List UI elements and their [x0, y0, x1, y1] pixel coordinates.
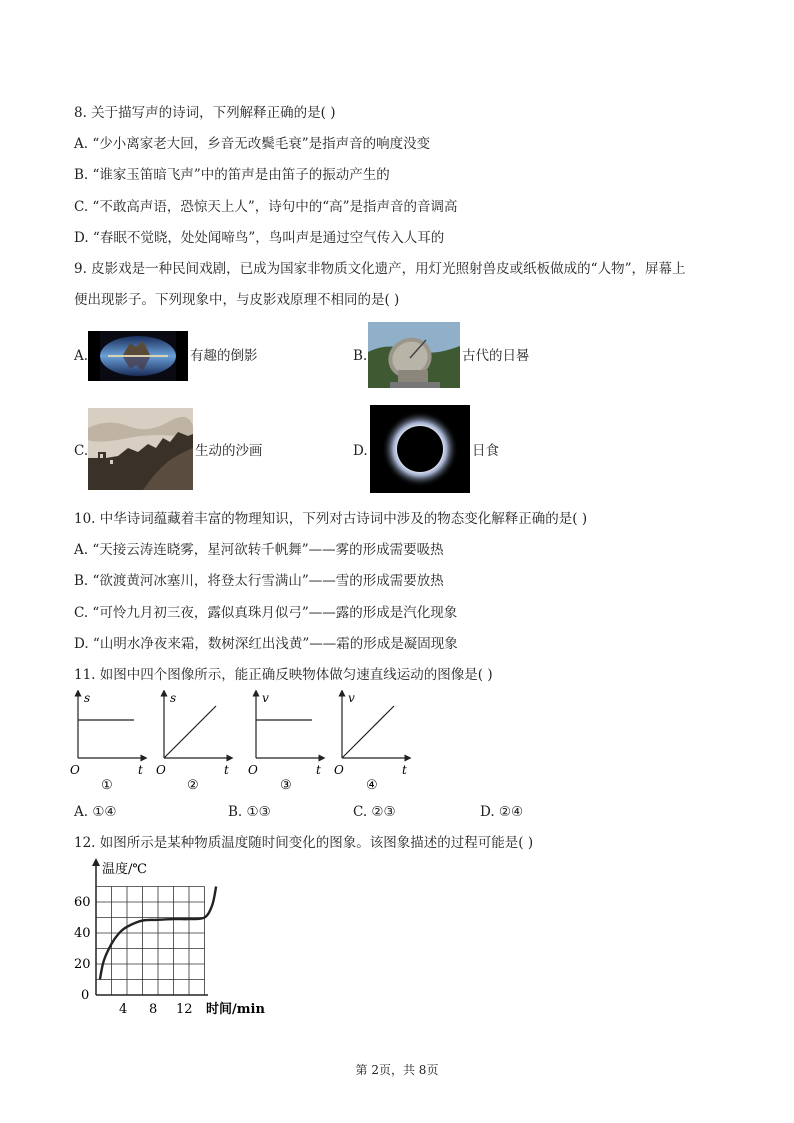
graph-2-xlabel: t — [224, 763, 229, 777]
reflection-photo — [88, 331, 188, 381]
q11-option-a: A. ①④ — [74, 804, 117, 820]
q11-option-d: D. ②④ — [480, 804, 524, 820]
graph-3-origin: O — [248, 763, 258, 777]
graph-3-xlabel: t — [316, 763, 321, 777]
q8-option-b: B. “谁家玉笛暗飞声”中的笛声是由笛子的振动产生的 — [74, 167, 390, 183]
graph-3-v-t-horizontal — [248, 691, 322, 793]
q9-option-b-caption: 古代的日晷 — [462, 348, 530, 364]
graph-1-s-t-horizontal — [70, 691, 144, 793]
q10-option-c: C. “可怜九月初三夜，露似真珠月似弓”——露的形成是汽化现象 — [74, 605, 458, 621]
q9-option-c-caption: 生动的沙画 — [195, 443, 263, 459]
graph-4-ylabel: v — [348, 691, 355, 705]
q10-option-b: B. “欲渡黄河冰塞川，将登太行雪满山”——雪的形成需要放热 — [74, 573, 444, 589]
sand-painting-photo — [88, 408, 193, 490]
q9-stem-line2: 便出现影子。下列现象中，与皮影戏原理不相同的是( ) — [74, 292, 400, 308]
graph-4-v-t-slanted — [334, 691, 408, 793]
graph-3-ylabel: v — [262, 691, 269, 705]
page-footer: 第 2页，共 8页 — [355, 1063, 439, 1077]
q12-stem: 12. 如图所示是某种物质温度随时间变化的图象。该图象描述的过程可能是( ) — [74, 835, 534, 851]
xtick-8: 8 — [149, 1002, 158, 1017]
graph-4-xlabel: t — [402, 763, 407, 777]
graph-1-origin: O — [70, 763, 80, 777]
q9-option-d-label: D. — [353, 443, 368, 459]
xtick-12: 12 — [176, 1002, 193, 1017]
chart-y-arrow — [92, 858, 100, 866]
ytick-20: 20 — [74, 957, 91, 972]
q11-stem: 11. 如图中四个图像所示，能正确反映物体做匀速直线运动的图像是( ) — [74, 667, 493, 683]
temperature-time-chart — [66, 856, 286, 1021]
graph-1-number: ① — [101, 778, 113, 793]
q9-option-a-caption: 有趣的倒影 — [190, 348, 258, 364]
q8-option-a: A. “少小离家老大回，乡音无改鬓毛衰”是指声音的响度没变 — [74, 136, 431, 152]
q10-option-a: A. “天接云涛连晓雾，星河欲转千帆舞”——雾的形成需要吸热 — [74, 542, 444, 558]
q11-option-c: C. ②③ — [353, 804, 396, 820]
ytick-60: 60 — [74, 895, 91, 910]
q10-option-d: D. “山明水净夜来霜，数树深红出浅黄”——霜的形成是凝固现象 — [74, 636, 458, 652]
q11-option-b: B. ①③ — [228, 804, 271, 820]
graph-2-s-t-slanted — [156, 691, 230, 793]
q8-option-c: C. “不敢高声语，恐惊天上人”，诗句中的“高”是指声音的音调高 — [74, 199, 458, 215]
graph-3-number: ③ — [280, 778, 292, 793]
sundial-photo — [368, 322, 460, 388]
q9-option-b-label: B. — [353, 348, 368, 364]
ytick-0: 0 — [81, 988, 90, 1003]
q8-option-d: D. “春眠不觉晓，处处闻啼鸟”，鸟叫声是通过空气传入人耳的 — [74, 230, 445, 246]
chart-ylabel: 温度/℃ — [102, 862, 147, 877]
q11-motion-graphs — [66, 690, 416, 795]
graph-4-origin: O — [334, 763, 344, 777]
graph-1-ylabel: s — [84, 691, 91, 705]
graph-4-number: ④ — [366, 778, 378, 793]
graph-1-xlabel: t — [138, 763, 143, 777]
graph-2-ylabel: s — [170, 691, 177, 705]
graph-2-number: ② — [187, 778, 199, 793]
solar-eclipse-photo — [370, 405, 470, 493]
xtick-4: 4 — [119, 1002, 128, 1017]
q8-stem: 8. 关于描写声的诗词，下列解释正确的是( ) — [74, 105, 336, 121]
q9-option-d-caption: 日食 — [472, 443, 499, 459]
chart-xlabel: 时间/min — [206, 1002, 265, 1017]
graph-2-origin: O — [156, 763, 166, 777]
q9-stem-line1: 9. 皮影戏是一种民间戏剧，已成为国家非物质文化遗产，用灯光照射兽皮或纸板做成的“人物”，屏幕上 — [74, 261, 686, 277]
q10-stem: 10. 中华诗词蕴藏着丰富的物理知识，下列对古诗词中涉及的物态变化解释正确的是( ) — [74, 511, 588, 527]
q9-option-c-label: C. — [74, 443, 89, 459]
ytick-40: 40 — [74, 926, 91, 941]
q9-option-a-label: A. — [74, 348, 89, 364]
